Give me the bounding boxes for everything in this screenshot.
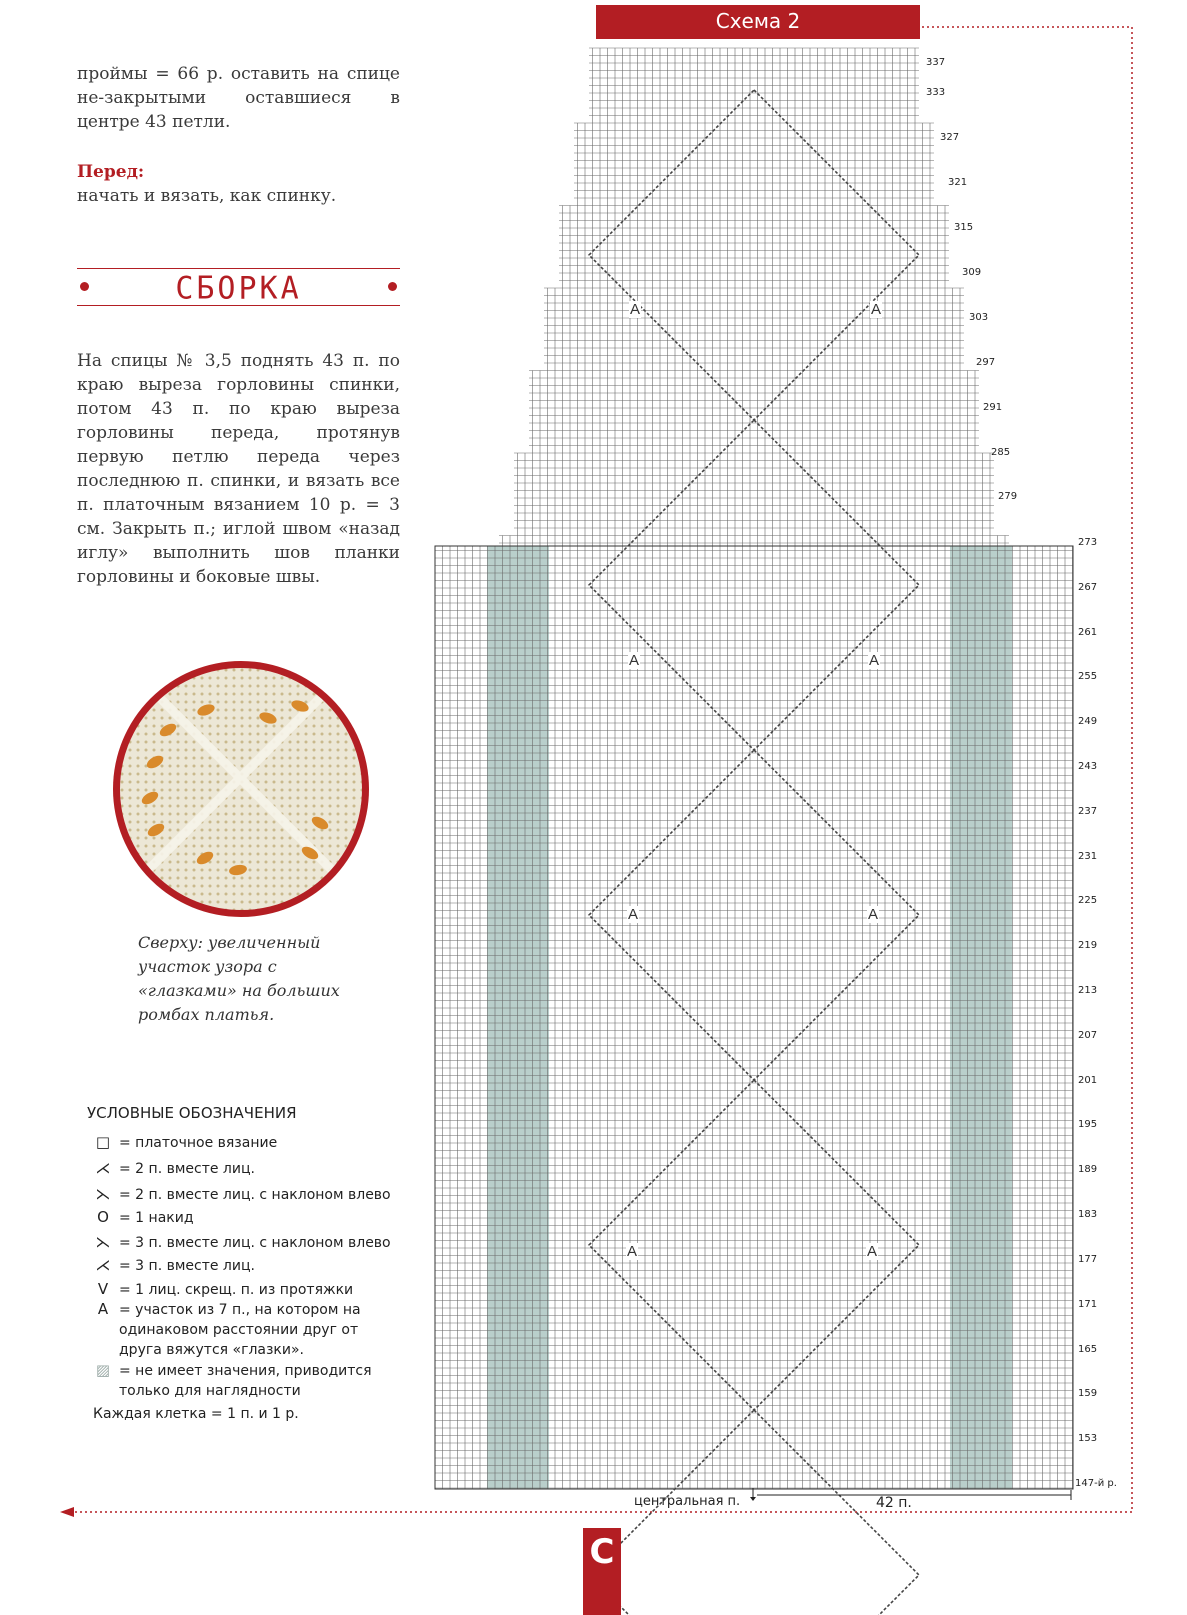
square-icon: □	[95, 1133, 111, 1151]
row-label: 303	[969, 312, 989, 323]
row-label: 195	[1078, 1119, 1098, 1130]
row-label: 189	[1078, 1164, 1098, 1175]
row-label: 297	[976, 357, 996, 368]
legend-note: Каждая клетка = 1 п. и 1 р.	[93, 1406, 299, 1422]
row-label: 309	[962, 267, 982, 278]
row-label: 249	[1078, 716, 1098, 727]
shaded-panel-right	[950, 546, 1012, 1489]
photo-caption: Сверху: увеличенный участок узора с «глазками» на больших ромбах платья.	[138, 933, 340, 1024]
row-label: 231	[1078, 851, 1098, 862]
section-letter: C	[589, 1532, 615, 1572]
motif-marker: A	[629, 652, 640, 669]
row-label: 225	[1078, 895, 1098, 906]
row-label: 183	[1078, 1209, 1098, 1220]
row-label: 279	[998, 491, 1018, 502]
row-label: 165	[1078, 1344, 1098, 1355]
motif-marker: A	[867, 1243, 878, 1260]
diamond-motifs	[589, 90, 919, 1615]
motif-marker: A	[869, 652, 880, 669]
motif-marker: A	[630, 301, 641, 318]
row-label: 153	[1078, 1433, 1098, 1444]
center-stitch-label: центральная п.	[634, 1494, 741, 1509]
section-tab	[583, 1528, 621, 1615]
row-label: 237	[1078, 806, 1098, 817]
row-label: 285	[991, 447, 1011, 458]
row-label: 171	[1078, 1299, 1098, 1310]
row-label: 177	[1078, 1254, 1098, 1265]
assembly-heading: СБОРКА	[175, 270, 302, 307]
chart-title: Схема 2	[715, 9, 801, 33]
row-label: 243	[1078, 761, 1098, 772]
motif-marker: A	[627, 1243, 638, 1260]
yarn-over-icon: O	[97, 1208, 109, 1226]
row-label: 219	[1078, 940, 1098, 951]
row-label: 291	[983, 402, 1003, 413]
motif-marker: A	[628, 906, 639, 923]
ssk-icon: ⋋	[95, 1185, 111, 1203]
row-label: 337	[926, 57, 946, 68]
k2tog-icon: ⋌	[95, 1159, 111, 1177]
row-label: 213	[1078, 985, 1098, 996]
row-label: 315	[954, 222, 974, 233]
row-label: 207	[1078, 1030, 1098, 1041]
row-label: 261	[1078, 627, 1098, 638]
front-text: начать и вязать, как спинку.	[77, 186, 337, 206]
k3tog-icon: ⋌	[95, 1256, 111, 1274]
row-label: 273	[1078, 537, 1098, 548]
twisted-stitch-icon: V	[97, 1280, 109, 1298]
row-label: 201	[1078, 1075, 1098, 1086]
eyelet-area-icon: A	[97, 1300, 109, 1318]
motif-marker: A	[868, 906, 879, 923]
sk2p-icon: ⋋	[95, 1233, 111, 1251]
width-label: 42 п.	[876, 1495, 912, 1511]
width-bracket	[745, 1488, 1085, 1502]
motif-marker: A	[871, 301, 882, 318]
row-label: 267	[1078, 582, 1098, 593]
row-label: 147-й р.	[1075, 1478, 1117, 1489]
row-label: 159	[1078, 1388, 1098, 1399]
legend-title: УСЛОВНЫЕ ОБОЗНАЧЕНИЯ	[87, 1104, 297, 1122]
shaded-cell-icon: ▨	[95, 1361, 111, 1379]
row-label: 321	[948, 177, 968, 188]
row-label: 327	[940, 132, 960, 143]
front-heading: Перед:	[77, 162, 145, 182]
assembly-text: На спицы № 3,5 поднять 43 п. по краю выреза горловины спинки, потом 43 п. по краю выреза горловины переда, протянув первую петлю переда через последнюю п. спинки, и вязать все п. платочным вязанием 10 р. = 3 см. Закрыть п.; иглой швом «назад иглу» выполнить шов планки горловины и боковые швы.	[77, 351, 400, 587]
intro-paragraph: проймы = 66 р. оставить на спице не-закрытыми оставшиеся в центре 43 петли.	[77, 64, 400, 132]
row-label: 333	[926, 87, 946, 98]
row-label: 255	[1078, 671, 1098, 682]
